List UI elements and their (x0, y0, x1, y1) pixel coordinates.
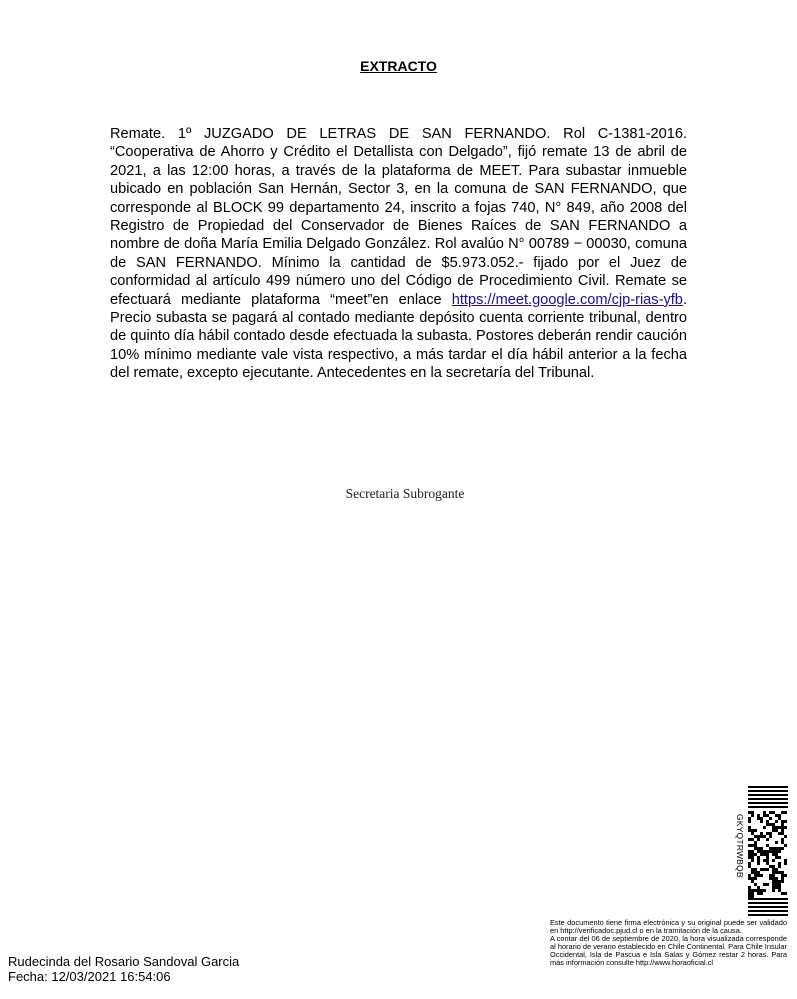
body-text-part-1: Remate. 1º JUZGADO DE LETRAS DE SAN FERNANDO. Rol C-1381-2016. “Cooperativa de Ahorro y Crédito el Detallista con Delgado”, fijó remate 13 de abril de 2021, a las 12:00 horas, a través de la plataforma de MEET. Para subastar inmueble ubicado en población San Hernán, Sector 3, en la comuna de SAN FERNANDO, que corresponde al BLOCK 99 departamento 24, inscrito a fojas 740, N° 849, año 2008 del Registro de Propiedad del Conservador de Bienes Raíces de SAN FERNANDO a nombre de doña María Emilia Delgado González. Rol avalúo N° 00789 − 00030, comuna de SAN FERNANDO. Mínimo la cantidad de $5.973.052.- fijado por el Juez de conformidad al artículo 499 número uno del Código de Procedimiento Civil. Remate se efectuará mediante plataforma “meet”en enlace (110, 126, 687, 308)
body-text-part-2: . Precio subasta se pagará al contado mediante depósito cuenta corriente tribunal, dentro de quinto día hábil contado desde efectuada la subasta. Postores deberán rendir caución 10% mínimo mediante vale vista respectivo, a más tardar el día hábil anterior a la fecha del remate, excepto ejecutante. Antecedentes en la secretaría del Tribunal. (110, 291, 687, 382)
notice-time-zone: A contar del 06 de septiembre de 2020, la hora visualizada corresponde al horario de verano establecido en Chile Continental. Para Chile Insular Occidental, Isla de Pascua e Isla Salas y Gómez restar 2 horas. Para más información consulte http://www.horaoficial.cl (550, 933, 787, 967)
meet-link[interactable]: https://meet.google.com/cjp-rias-yfb (451, 291, 683, 308)
barcode-code: GKYQTRWBQB (735, 814, 745, 878)
electronic-signature-notice (550, 919, 787, 966)
notice-verification: Este documento tiene firma electrónica y su original puede ser validado en http://verificadoc.pjud.cl o en la tramitación de la causa. (550, 918, 787, 935)
signer-name: Rudecinda del Rosario Sandoval Garcia (8, 954, 240, 969)
signer-title: Secretaria Subrogante (345, 486, 465, 501)
signature-date: Fecha: 12/03/2021 16:54:06 (8, 969, 171, 984)
document-body (110, 125, 687, 383)
document-title: EXTRACTO (360, 58, 437, 74)
signature-block (8, 954, 239, 984)
